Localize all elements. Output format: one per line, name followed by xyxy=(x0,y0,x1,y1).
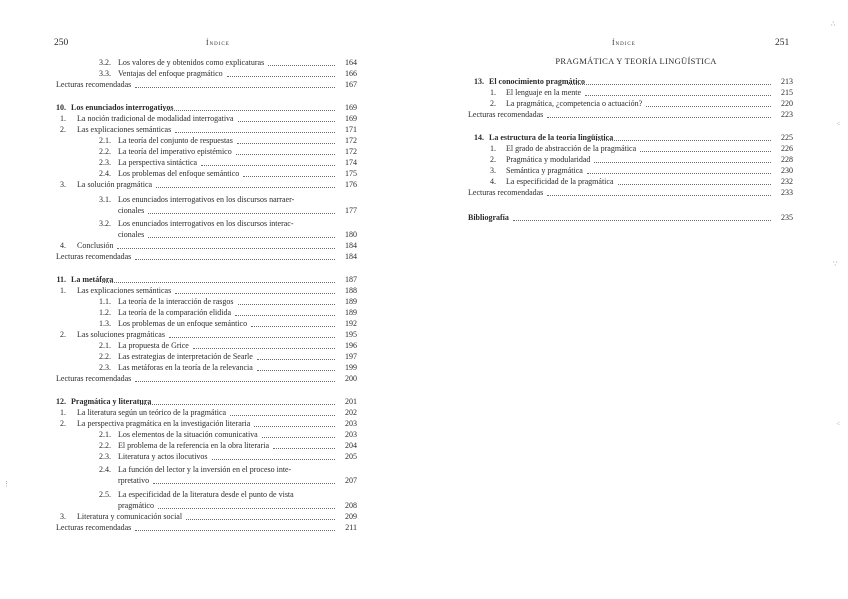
entry-title: La teoría del imperativo epistémico xyxy=(118,147,232,156)
dot-leader xyxy=(587,166,771,174)
dot-leader xyxy=(262,430,335,438)
dot-leader xyxy=(102,275,335,283)
entry-page: 215 xyxy=(781,88,793,97)
entry-number: 1. xyxy=(490,88,496,97)
dot-leader xyxy=(268,58,335,66)
toc-entry xyxy=(0,230,424,240)
entry-number: 2.3. xyxy=(99,452,111,461)
entry-page: 230 xyxy=(781,166,793,175)
toc-entry xyxy=(0,241,424,251)
entry-number: 3. xyxy=(60,180,66,189)
toc-entry xyxy=(424,133,848,143)
dot-leader xyxy=(568,77,771,85)
page-number: 250 xyxy=(54,38,69,48)
entry-number: 1.1. xyxy=(99,297,111,306)
entry-number: 3.1. xyxy=(99,195,111,204)
entry-title: La pragmática, ¿competencia o actuación? xyxy=(506,99,643,108)
entry-page: 175 xyxy=(345,169,357,178)
toc-entry xyxy=(0,219,424,229)
entry-title: La metáfora xyxy=(71,275,114,284)
entry-title: cionales xyxy=(118,206,145,215)
toc-entry xyxy=(0,490,424,500)
entry-title: Las explicaciones semánticas xyxy=(77,286,172,295)
entry-page: 211 xyxy=(345,523,357,532)
entry-page: 225 xyxy=(781,133,793,142)
toc-entry xyxy=(424,166,848,176)
entry-number: 2.4. xyxy=(99,465,111,474)
entry-number: 1. xyxy=(60,114,66,123)
entry-title: La teoría de la comparación elidida xyxy=(118,308,232,317)
dot-leader xyxy=(251,319,335,327)
toc-entry xyxy=(0,136,424,146)
toc-entry xyxy=(424,177,848,187)
entry-number: 2.4. xyxy=(99,169,111,178)
toc-entry xyxy=(0,476,424,486)
entry-page: 184 xyxy=(345,252,357,261)
dot-leader xyxy=(175,286,335,294)
dot-leader xyxy=(596,133,771,141)
right-page xyxy=(424,0,848,599)
entry-title: Las estrategias de interpretación de Searle xyxy=(118,352,253,361)
dot-leader xyxy=(163,103,335,111)
entry-title: La propuesta de Grice xyxy=(118,341,189,350)
entry-number: 4. xyxy=(60,241,66,250)
entry-title: La teoría de la interacción de rasgos xyxy=(118,297,234,306)
entry-title: La noción tradicional de modalidad interrogativa xyxy=(77,114,234,123)
entry-title: Bibliografía xyxy=(468,213,509,222)
entry-number: 11. xyxy=(56,275,66,284)
dot-leader xyxy=(594,155,771,163)
entry-page: 213 xyxy=(781,77,793,86)
entry-title: Pragmática y modularidad xyxy=(506,155,591,164)
dot-leader xyxy=(212,452,335,460)
entry-number: 3.3. xyxy=(99,69,111,78)
entry-number: 2.1. xyxy=(99,430,111,439)
entry-page: 226 xyxy=(781,144,793,153)
dot-leader xyxy=(257,352,335,360)
scan-noise: ⁖ xyxy=(836,120,841,128)
dot-leader xyxy=(640,144,771,152)
entry-number: 1. xyxy=(60,408,66,417)
toc-entry xyxy=(0,180,424,190)
entry-page: 223 xyxy=(781,110,793,119)
entry-page: 203 xyxy=(345,430,357,439)
entry-title: Literatura y actos ilocutivos xyxy=(118,452,208,461)
toc-entry xyxy=(0,330,424,340)
scan-noise: ⁖ xyxy=(836,420,841,428)
toc-entry xyxy=(0,297,424,307)
entry-number: 2.1. xyxy=(99,341,111,350)
dot-leader xyxy=(235,308,335,316)
toc-entry xyxy=(0,275,424,285)
entry-page: 172 xyxy=(345,147,357,156)
dot-leader xyxy=(238,114,335,122)
entry-title: Los problemas de un enfoque semántico xyxy=(118,319,248,328)
entry-page: 192 xyxy=(345,319,357,328)
entry-number: 2. xyxy=(60,419,66,428)
dot-leader xyxy=(140,397,335,405)
entry-title: Lecturas recomendadas xyxy=(56,80,132,89)
toc-entry xyxy=(0,523,424,533)
scan-noise: ⋮ xyxy=(3,480,10,488)
entry-number: 1. xyxy=(60,286,66,295)
entry-number: 4. xyxy=(490,177,496,186)
entry-number: 2.3. xyxy=(99,363,111,372)
entry-number: 12. xyxy=(56,397,66,406)
entry-number: 1.3. xyxy=(99,319,111,328)
toc-entry xyxy=(0,419,424,429)
toc-entry xyxy=(424,88,848,98)
toc-entry xyxy=(0,363,424,373)
dot-leader xyxy=(273,441,335,449)
page-number: 251 xyxy=(775,38,790,48)
toc-entry xyxy=(0,286,424,296)
entry-title: Lecturas recomendadas xyxy=(56,523,132,532)
scan-noise: ∴ xyxy=(831,20,836,28)
dot-leader xyxy=(158,501,335,509)
entry-page: 201 xyxy=(345,397,357,406)
entry-page: 203 xyxy=(345,419,357,428)
entry-page: 180 xyxy=(345,230,357,239)
entry-page: 228 xyxy=(781,155,793,164)
entry-page: 205 xyxy=(345,452,357,461)
dot-leader xyxy=(148,206,335,214)
toc-entry xyxy=(0,352,424,362)
entry-title: El grado de abstracción de la pragmática xyxy=(506,144,637,153)
entry-title: Los valores de y obtenidos como explicaturas xyxy=(118,58,265,67)
toc-entry xyxy=(0,206,424,216)
entry-title: Los elementos de la situación comunicativa xyxy=(118,430,258,439)
entry-title: El problema de la referencia en la obra literaria xyxy=(118,441,270,450)
dot-leader xyxy=(153,476,335,484)
toc-entry xyxy=(0,58,424,68)
entry-page: 188 xyxy=(345,286,357,295)
toc-entry xyxy=(0,195,424,205)
dot-leader xyxy=(547,110,771,118)
entry-title: Semántica y pragmática xyxy=(506,166,583,175)
entry-page: 233 xyxy=(781,188,793,197)
entry-page: 202 xyxy=(345,408,357,417)
toc-entry xyxy=(0,501,424,511)
entry-page: 177 xyxy=(345,206,357,215)
entry-title: La especificidad de la literatura desde el punto de vista xyxy=(118,490,294,499)
entry-page: 235 xyxy=(781,213,793,222)
entry-title: La estructura de la teoría lingüística xyxy=(489,133,614,142)
toc-entry xyxy=(0,169,424,179)
dot-leader xyxy=(135,252,335,260)
dot-leader xyxy=(201,158,335,166)
dot-leader xyxy=(236,147,335,155)
toc-entry xyxy=(0,465,424,475)
toc-entry xyxy=(424,144,848,154)
entry-title: El conocimiento pragmático xyxy=(489,77,585,86)
entry-page: 220 xyxy=(781,99,793,108)
entry-number: 2.3. xyxy=(99,158,111,167)
dot-leader xyxy=(238,297,336,305)
entry-title: La perspectiva sintáctica xyxy=(118,158,198,167)
running-head: Índice xyxy=(612,38,636,47)
entry-page: 164 xyxy=(345,58,357,67)
toc-entry xyxy=(0,408,424,418)
dot-leader xyxy=(237,136,335,144)
entry-number: 13. xyxy=(474,77,484,86)
toc-entry xyxy=(0,147,424,157)
entry-page: 197 xyxy=(345,352,357,361)
entry-title: Literatura y comunicación social xyxy=(77,512,183,521)
entry-number: 10. xyxy=(56,103,66,112)
entry-number: 3.2. xyxy=(99,58,111,67)
entry-title: Lecturas recomendadas xyxy=(56,252,132,261)
dot-leader xyxy=(135,80,335,88)
toc-entry xyxy=(424,77,848,87)
entry-number: 3. xyxy=(60,512,66,521)
entry-title: Los enunciados interrogativos en los discursos narraer- xyxy=(118,195,295,204)
toc-entry xyxy=(0,341,424,351)
entry-title: Pragmática y literatura xyxy=(71,397,152,406)
toc-entry xyxy=(0,441,424,451)
toc-entry xyxy=(0,252,424,262)
entry-number: 2.5. xyxy=(99,490,111,499)
dot-leader xyxy=(646,99,771,107)
dot-leader xyxy=(117,241,335,249)
entry-title: La especificidad de la pragmática xyxy=(506,177,614,186)
entry-title: La teoría del conjunto de respuestas xyxy=(118,136,233,145)
entry-title: Las metáforas en la teoría de la relevancia xyxy=(118,363,253,372)
running-head: Índice xyxy=(206,38,230,47)
entry-page: 189 xyxy=(345,308,357,317)
dot-leader xyxy=(193,341,335,349)
entry-title: Los enunciados interrogativos xyxy=(71,103,174,112)
entry-number: 2. xyxy=(490,99,496,108)
toc-entry xyxy=(0,430,424,440)
toc-entry xyxy=(0,125,424,135)
toc-entry xyxy=(424,155,848,165)
dot-leader xyxy=(169,330,335,338)
entry-number: 14. xyxy=(474,133,484,142)
toc-entry xyxy=(0,512,424,522)
entry-page: 174 xyxy=(345,158,357,167)
entry-page: 184 xyxy=(345,241,357,250)
toc-entry xyxy=(0,319,424,329)
entry-number: 2. xyxy=(490,155,496,164)
dot-leader xyxy=(135,374,335,382)
dot-leader xyxy=(243,169,335,177)
toc-entry xyxy=(0,103,424,113)
dot-leader xyxy=(186,512,335,520)
entry-title: El lenguaje en la mente xyxy=(506,88,582,97)
toc-entry xyxy=(0,158,424,168)
entry-page: 208 xyxy=(345,501,357,510)
toc-entry xyxy=(0,114,424,124)
entry-page: 196 xyxy=(345,341,357,350)
toc-entry xyxy=(424,188,848,198)
entry-page: 195 xyxy=(345,330,357,339)
toc-entry xyxy=(0,452,424,462)
entry-page: 187 xyxy=(345,275,357,284)
entry-page: 189 xyxy=(345,297,357,306)
entry-title: Las explicaciones semánticas xyxy=(77,125,172,134)
entry-title: Las soluciones pragmáticas xyxy=(77,330,165,339)
toc-entry xyxy=(424,213,848,223)
entry-number: 3. xyxy=(490,166,496,175)
dot-leader xyxy=(513,213,771,221)
toc-entry xyxy=(0,374,424,384)
toc-entry xyxy=(0,69,424,79)
entry-page: 204 xyxy=(345,441,357,450)
entry-title: La solución pragmática xyxy=(77,180,153,189)
entry-title: Lecturas recomendadas xyxy=(56,374,132,383)
entry-number: 2.2. xyxy=(99,441,111,450)
dot-leader xyxy=(547,188,771,196)
entry-page: 169 xyxy=(345,103,357,112)
entry-title: La función del lector y la inversión en el proceso inte- xyxy=(118,465,292,474)
dot-leader xyxy=(254,419,335,427)
entry-page: 176 xyxy=(345,180,357,189)
toc-entry xyxy=(424,99,848,109)
toc-entry xyxy=(0,308,424,318)
toc-entry xyxy=(424,110,848,120)
dot-leader xyxy=(230,408,335,416)
entry-page: 209 xyxy=(345,512,357,521)
dot-leader xyxy=(148,230,335,238)
entry-page: 172 xyxy=(345,136,357,145)
entry-title: La literatura según un teórico de la pragmática xyxy=(77,408,227,417)
entry-number: 1.2. xyxy=(99,308,111,317)
entry-page: 232 xyxy=(781,177,793,186)
entry-page: 171 xyxy=(345,125,357,134)
dot-leader xyxy=(227,69,335,77)
entry-number: 2.2. xyxy=(99,352,111,361)
entry-page: 167 xyxy=(345,80,357,89)
dot-leader xyxy=(257,363,335,371)
entry-title: La perspectiva pragmática en la investigación literaria xyxy=(77,419,251,428)
dot-leader xyxy=(618,177,772,185)
dot-leader xyxy=(175,125,335,133)
toc-entry xyxy=(0,80,424,90)
entry-number: 1. xyxy=(490,144,496,153)
entry-title: rpretativo xyxy=(118,476,150,485)
entry-page: 200 xyxy=(345,374,357,383)
entry-title: Los enunciados interrogativos en los discursos interac- xyxy=(118,219,294,228)
entry-page: 199 xyxy=(345,363,357,372)
entry-number: 2.1. xyxy=(99,136,111,145)
entry-page: 207 xyxy=(345,476,357,485)
entry-title: Lecturas recomendadas xyxy=(468,188,544,197)
entry-title: pragmático xyxy=(118,501,154,510)
dot-leader xyxy=(135,523,335,531)
entry-title: Ventajas del enfoque pragmático xyxy=(118,69,223,78)
entry-title: Los problemas del enfoque semántico xyxy=(118,169,240,178)
entry-title: cionales xyxy=(118,230,145,239)
dot-leader xyxy=(585,88,771,96)
scan-noise: ∵ xyxy=(833,260,838,268)
entry-title: Lecturas recomendadas xyxy=(468,110,544,119)
entry-number: 2. xyxy=(60,330,66,339)
toc-entry xyxy=(0,397,424,407)
entry-page: 166 xyxy=(345,69,357,78)
entry-number: 3.2. xyxy=(99,219,111,228)
section-subtitle: PRAGMÁTICA Y TEORÍA LINGÜÍSTICA xyxy=(555,56,717,66)
entry-title: Conclusión xyxy=(77,241,114,250)
entry-page: 169 xyxy=(345,114,357,123)
dot-leader xyxy=(156,180,335,188)
entry-number: 2. xyxy=(60,125,66,134)
entry-number: 2.2. xyxy=(99,147,111,156)
